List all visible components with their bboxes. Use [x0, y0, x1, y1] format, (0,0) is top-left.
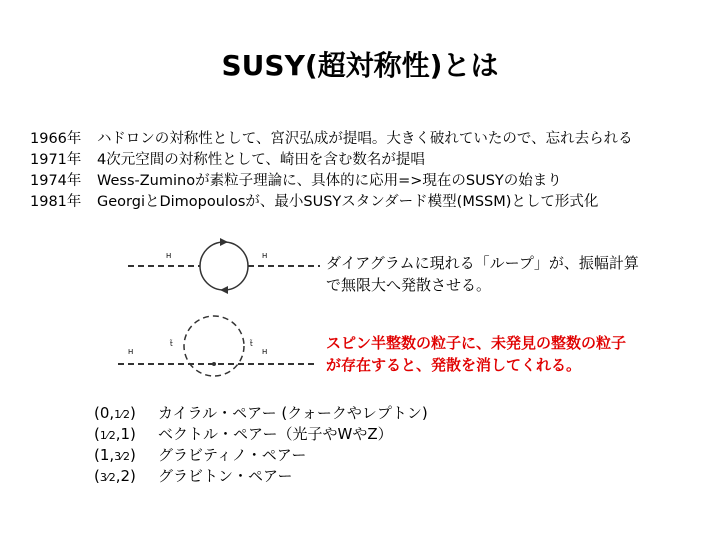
pair-text: カイラル・ペアー (クォークやレプトン) [158, 404, 428, 422]
note-line: ダイアグラムに現れる「ループ」が、振幅計算 [326, 254, 639, 272]
slide-title: SUSY(超対称性)とは [221, 49, 499, 82]
pair-item [94, 423, 428, 444]
diagram-label: t̃ [170, 340, 173, 348]
pair-spin: (1⁄2,1) [94, 424, 136, 443]
history-year: 1981年 [30, 194, 82, 210]
history-year: 1971年 [30, 152, 82, 168]
pair-item [94, 402, 428, 423]
cancellation-note [326, 332, 626, 376]
vertex-icon [212, 362, 216, 366]
diagram-label: H [262, 348, 268, 356]
feynman-diagram-scalar-loop [118, 316, 318, 376]
pair-spin: (3⁄2,2) [94, 466, 136, 485]
pair-item [94, 465, 428, 486]
note-line: で無限大へ発散させる。 [326, 276, 492, 294]
history-text: GeorgiとDimopoulosが、最小SUSYスタンダード模型(MSSM)として形式化 [97, 194, 599, 210]
history-text: Wess-Zuminoが素粒子理論に、具体的に応用=>現在のSUSYの始まり [97, 173, 562, 189]
arrow-bottom-icon [220, 286, 228, 294]
arrow-top-icon [220, 238, 228, 246]
divergence-note [326, 252, 639, 296]
pair-item [94, 444, 428, 465]
history-year: 1966年 [30, 131, 82, 147]
note-line: スピン半整数の粒子に、未発見の整数の粒子 [326, 334, 627, 352]
diagram-label: H [166, 252, 172, 260]
pair-spin: (1,3⁄2) [94, 445, 136, 464]
diagram-label: H [128, 348, 134, 356]
note-line: が存在すると、発散を消してくれる。 [326, 356, 582, 374]
pair-text: グラビトン・ペアー [158, 467, 293, 485]
diagram-label: H [262, 252, 268, 260]
pair-spin: (0,1⁄2) [94, 403, 136, 422]
history-year: 1974年 [30, 173, 82, 189]
pair-text: ベクトル・ペアー（光子やWやZ） [158, 425, 393, 443]
diagram-label: t̃ [250, 340, 253, 348]
history-text: ハドロンの対称性として、宮沢弘成が提唱。大きく破れていたので、忘れ去られる [97, 131, 633, 147]
pair-text: グラビティノ・ペアー [158, 446, 307, 464]
feynman-diagram-fermion-loop [128, 238, 320, 294]
scalar-loop [184, 316, 244, 376]
superpartner-pairs [94, 402, 428, 486]
history-text: 4次元空間の対称性として、崎田を含む数名が提唱 [97, 152, 425, 168]
fermion-loop [200, 242, 248, 290]
